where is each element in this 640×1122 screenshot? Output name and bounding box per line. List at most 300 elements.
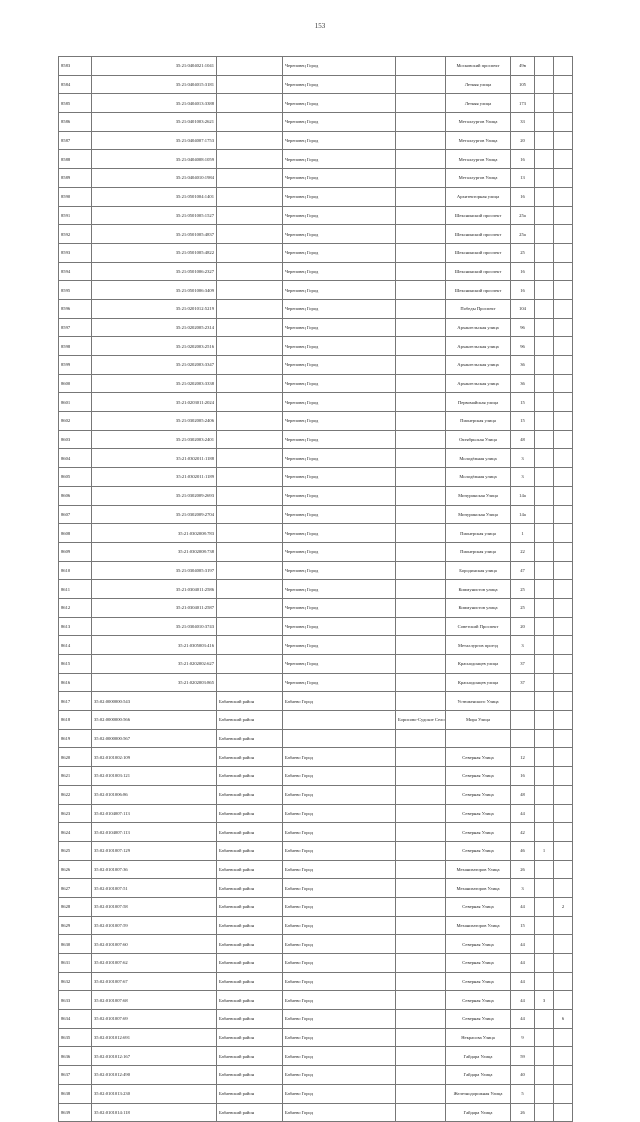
cadastral-number-cell: 35:21:0404008:1059 xyxy=(92,150,217,169)
table-row xyxy=(59,1010,573,1029)
municipality-cell xyxy=(217,468,283,487)
house-number-cell: 44 xyxy=(511,954,535,973)
street-cell: Пионерская улица xyxy=(446,524,511,543)
apartment-cell xyxy=(554,505,573,524)
row-number-cell: 8631 xyxy=(59,954,92,973)
municipality-cell: Бабаевский район xyxy=(217,1028,283,1047)
building-cell xyxy=(535,823,554,842)
locality-cell xyxy=(396,169,446,188)
table-row xyxy=(59,785,573,804)
municipality-cell xyxy=(217,449,283,468)
locality-cell xyxy=(396,617,446,636)
street-cell: Северная Улица xyxy=(446,748,511,767)
house-number-cell: 44 xyxy=(511,972,535,991)
house-number-cell: 20 xyxy=(511,131,535,150)
municipality-cell xyxy=(217,673,283,692)
table-row xyxy=(59,524,573,543)
building-cell xyxy=(535,617,554,636)
row-number-cell: 8636 xyxy=(59,1047,92,1066)
cadastral-number-cell: 35:21:0302008:738 xyxy=(92,542,217,561)
house-number-cell: 37 xyxy=(511,673,535,692)
municipality-cell: Бабаевский район xyxy=(217,1103,283,1122)
municipality-cell: Бабаевский район xyxy=(217,860,283,879)
table-row xyxy=(59,374,573,393)
cadastral-number-cell: 35:21:0203011:2024 xyxy=(92,393,217,412)
apartment-cell xyxy=(554,299,573,318)
locality-cell xyxy=(396,598,446,617)
apartment-cell xyxy=(554,542,573,561)
locality-cell xyxy=(396,879,446,898)
table-row xyxy=(59,225,573,244)
settlement-cell: Бабаево Город xyxy=(283,1066,396,1085)
cadastral-number-cell: 35:21:0404010:1984 xyxy=(92,169,217,188)
cadastral-number-cell: 35:02:0101002:109 xyxy=(92,748,217,767)
settlement-cell: Череповец Город xyxy=(283,337,396,356)
house-number-cell: 14а xyxy=(511,486,535,505)
municipality-cell: Бабаевский район xyxy=(217,935,283,954)
settlement-cell: Череповец Город xyxy=(283,486,396,505)
house-number-cell: 12 xyxy=(511,748,535,767)
municipality-cell: Бабаевский район xyxy=(217,823,283,842)
apartment-cell xyxy=(554,150,573,169)
settlement-cell: Бабаево Город xyxy=(283,897,396,916)
municipality-cell xyxy=(217,187,283,206)
building-cell xyxy=(535,57,554,76)
house-number-cell: 15 xyxy=(511,393,535,412)
building-cell xyxy=(535,673,554,692)
house-number-cell: 25 xyxy=(511,598,535,617)
apartment-cell xyxy=(554,860,573,879)
street-cell: Пионерская улица xyxy=(446,542,511,561)
table-row xyxy=(59,1066,573,1085)
row-number-cell: 8627 xyxy=(59,879,92,898)
locality-cell xyxy=(396,636,446,655)
street-cell: Шекснинский проспект xyxy=(446,262,511,281)
settlement-cell: Череповец Город xyxy=(283,673,396,692)
house-number-cell: 3 xyxy=(511,879,535,898)
building-cell xyxy=(535,113,554,132)
building-cell xyxy=(535,75,554,94)
row-number-cell: 8619 xyxy=(59,729,92,748)
apartment-cell xyxy=(554,636,573,655)
row-number-cell: 8608 xyxy=(59,524,92,543)
table-row xyxy=(59,879,573,898)
building-cell xyxy=(535,935,554,954)
building-cell xyxy=(535,412,554,431)
apartment-cell xyxy=(554,729,573,748)
cadastral-number-cell: 35:02:0101007:69 xyxy=(92,1010,217,1029)
table-row xyxy=(59,1028,573,1047)
table-row xyxy=(59,767,573,786)
street-cell: Северная Улица xyxy=(446,1010,511,1029)
street-cell: Металлургов Улица xyxy=(446,169,511,188)
municipality-cell xyxy=(217,374,283,393)
municipality-cell xyxy=(217,561,283,580)
table-row xyxy=(59,580,573,599)
municipality-cell xyxy=(217,150,283,169)
settlement-cell: Бабаево Город xyxy=(283,879,396,898)
row-number-cell: 8625 xyxy=(59,841,92,860)
apartment-cell xyxy=(554,356,573,375)
row-number-cell: 8593 xyxy=(59,243,92,262)
apartment-cell: 6 xyxy=(554,1010,573,1029)
apartment-cell xyxy=(554,655,573,674)
row-number-cell: 8596 xyxy=(59,299,92,318)
table-row xyxy=(59,916,573,935)
municipality-cell xyxy=(217,412,283,431)
cadastral-number-cell: 35:21:0202003:3338 xyxy=(92,374,217,393)
building-cell xyxy=(535,131,554,150)
settlement-cell xyxy=(283,711,396,730)
municipality-cell xyxy=(217,299,283,318)
street-cell: Архангельская улица xyxy=(446,374,511,393)
building-cell xyxy=(535,954,554,973)
street-cell: Северная Улица xyxy=(446,954,511,973)
row-number-cell: 8587 xyxy=(59,131,92,150)
house-number-cell: 44 xyxy=(511,804,535,823)
building-cell xyxy=(535,169,554,188)
apartment-cell xyxy=(554,935,573,954)
building-cell xyxy=(535,430,554,449)
cadastral-number-cell: 35:21:0302011:1189 xyxy=(92,468,217,487)
cadastral-number-cell: 35:21:0404013:3388 xyxy=(92,94,217,113)
settlement-cell: Череповец Город xyxy=(283,262,396,281)
building-cell xyxy=(535,318,554,337)
locality-cell xyxy=(396,748,446,767)
apartment-cell xyxy=(554,916,573,935)
cadastral-number-cell: 35:02:0101007:67 xyxy=(92,972,217,991)
house-number-cell: 48 xyxy=(511,430,535,449)
municipality-cell: Бабаевский район xyxy=(217,804,283,823)
locality-cell xyxy=(396,729,446,748)
street-cell: Архангельская улица xyxy=(446,337,511,356)
building-cell xyxy=(535,542,554,561)
settlement-cell: Череповец Город xyxy=(283,412,396,431)
house-number-cell: 96 xyxy=(511,337,535,356)
apartment-cell xyxy=(554,673,573,692)
apartment-cell xyxy=(554,94,573,113)
row-number-cell: 8594 xyxy=(59,262,92,281)
municipality-cell xyxy=(217,524,283,543)
cadastral-number-cell: 35:02:0000000:566 xyxy=(92,711,217,730)
cadastral-number-cell: 35:02:0104007:113 xyxy=(92,823,217,842)
house-number-cell: 14а xyxy=(511,505,535,524)
building-cell xyxy=(535,262,554,281)
street-cell: Летняя улица xyxy=(446,94,511,113)
settlement-cell: Череповец Город xyxy=(283,561,396,580)
locality-cell xyxy=(396,393,446,412)
settlement-cell: Череповец Город xyxy=(283,580,396,599)
cadastral-number-cell: 35:02:0101007:60 xyxy=(92,935,217,954)
apartment-cell xyxy=(554,75,573,94)
street-cell: Механизаторов Улица xyxy=(446,916,511,935)
house-number-cell: 1 xyxy=(511,524,535,543)
street-cell: Северная Улица xyxy=(446,823,511,842)
cadastral-number-cell: 35:21:0202003:865 xyxy=(92,673,217,692)
settlement-cell: Череповец Город xyxy=(283,617,396,636)
row-number-cell: 8591 xyxy=(59,206,92,225)
apartment-cell xyxy=(554,711,573,730)
table-row xyxy=(59,729,573,748)
row-number-cell: 8621 xyxy=(59,767,92,786)
apartment-cell xyxy=(554,1028,573,1047)
settlement-cell: Череповец Город xyxy=(283,524,396,543)
building-cell xyxy=(535,598,554,617)
municipality-cell xyxy=(217,169,283,188)
street-cell: Молодёжная улица xyxy=(446,449,511,468)
row-number-cell: 8607 xyxy=(59,505,92,524)
building-cell xyxy=(535,94,554,113)
cadastral-number-cell: 35:21:0404021:1041 xyxy=(92,57,217,76)
building-cell xyxy=(535,524,554,543)
locality-cell xyxy=(396,916,446,935)
municipality-cell xyxy=(217,580,283,599)
settlement-cell: Бабаево Город xyxy=(283,860,396,879)
municipality-cell xyxy=(217,318,283,337)
street-cell: Октябрьская Улица xyxy=(446,430,511,449)
row-number-cell: 8586 xyxy=(59,113,92,132)
street-cell: Северная Улица xyxy=(446,972,511,991)
apartment-cell xyxy=(554,262,573,281)
municipality-cell xyxy=(217,262,283,281)
municipality-cell: Бабаевский район xyxy=(217,729,283,748)
settlement-cell: Череповец Город xyxy=(283,393,396,412)
table-row xyxy=(59,412,573,431)
cadastral-number-cell: 35:02:0101007:59 xyxy=(92,916,217,935)
building-cell xyxy=(535,860,554,879)
municipality-cell: Бабаевский район xyxy=(217,972,283,991)
street-cell: Архангельская улица xyxy=(446,318,511,337)
settlement-cell: Череповец Город xyxy=(283,318,396,337)
municipality-cell xyxy=(217,617,283,636)
building-cell xyxy=(535,150,554,169)
table-row xyxy=(59,972,573,991)
building-cell xyxy=(535,972,554,991)
municipality-cell xyxy=(217,225,283,244)
house-number-cell: 46 xyxy=(511,841,535,860)
locality-cell xyxy=(396,468,446,487)
locality-cell xyxy=(396,897,446,916)
municipality-cell xyxy=(217,505,283,524)
cadastral-number-cell: 35:21:0304011:2586 xyxy=(92,580,217,599)
row-number-cell: 8609 xyxy=(59,542,92,561)
row-number-cell: 8601 xyxy=(59,393,92,412)
building-cell xyxy=(535,729,554,748)
street-cell: Гайдара Улица xyxy=(446,1103,511,1122)
settlement-cell: Череповец Город xyxy=(283,113,396,132)
locality-cell xyxy=(396,449,446,468)
municipality-cell xyxy=(217,542,283,561)
settlement-cell: Череповец Город xyxy=(283,94,396,113)
municipality-cell xyxy=(217,636,283,655)
table-row xyxy=(59,206,573,225)
cadastral-number-cell: 35:02:0101007:62 xyxy=(92,954,217,973)
municipality-cell xyxy=(217,337,283,356)
apartment-cell xyxy=(554,374,573,393)
house-number-cell: 25 xyxy=(511,243,535,262)
settlement-cell: Бабаево Город xyxy=(283,972,396,991)
table-row xyxy=(59,655,573,674)
building-cell xyxy=(535,1103,554,1122)
apartment-cell xyxy=(554,524,573,543)
settlement-cell: Череповец Город xyxy=(283,655,396,674)
apartment-cell xyxy=(554,1084,573,1103)
row-number-cell: 8610 xyxy=(59,561,92,580)
table-row xyxy=(59,243,573,262)
building-cell xyxy=(535,1084,554,1103)
municipality-cell xyxy=(217,75,283,94)
building-cell xyxy=(535,692,554,711)
locality-cell xyxy=(396,356,446,375)
row-number-cell: 8629 xyxy=(59,916,92,935)
cadastral-number-cell: 35:21:0304011:2587 xyxy=(92,598,217,617)
settlement-cell: Бабаево Город xyxy=(283,991,396,1010)
building-cell xyxy=(535,486,554,505)
table-row xyxy=(59,1103,573,1122)
row-number-cell: 8589 xyxy=(59,169,92,188)
house-number-cell: 44 xyxy=(511,935,535,954)
house-number-cell: 3 xyxy=(511,636,535,655)
cadastral-number-cell: 35:02:0101013:230 xyxy=(92,1084,217,1103)
row-number-cell: 8615 xyxy=(59,655,92,674)
cadastral-number-cell: 35:21:0501004:1401 xyxy=(92,187,217,206)
row-number-cell: 8617 xyxy=(59,692,92,711)
settlement-cell: Череповец Город xyxy=(283,356,396,375)
settlement-cell: Череповец Город xyxy=(283,243,396,262)
locality-cell xyxy=(396,1066,446,1085)
municipality-cell xyxy=(217,430,283,449)
table-row xyxy=(59,299,573,318)
apartment-cell xyxy=(554,57,573,76)
cadastral-number-cell: 35:21:0304005:3197 xyxy=(92,561,217,580)
apartment-cell xyxy=(554,804,573,823)
row-number-cell: 8605 xyxy=(59,468,92,487)
cadastral-number-cell: 35:21:0501006:2327 xyxy=(92,262,217,281)
municipality-cell: Бабаевский район xyxy=(217,954,283,973)
building-cell xyxy=(535,449,554,468)
row-number-cell: 8595 xyxy=(59,281,92,300)
row-number-cell: 8612 xyxy=(59,598,92,617)
settlement-cell: Череповец Город xyxy=(283,281,396,300)
settlement-cell: Бабаево Город xyxy=(283,954,396,973)
row-number-cell: 8618 xyxy=(59,711,92,730)
row-number-cell: 8628 xyxy=(59,897,92,916)
house-number-cell: 49в xyxy=(511,57,535,76)
locality-cell xyxy=(396,412,446,431)
cadastral-number-cell: 35:21:0302005:2406 xyxy=(92,412,217,431)
locality-cell xyxy=(396,804,446,823)
table-row xyxy=(59,337,573,356)
row-number-cell: 8583 xyxy=(59,57,92,76)
house-number-cell: 20 xyxy=(511,617,535,636)
locality-cell xyxy=(396,374,446,393)
locality-cell xyxy=(396,262,446,281)
cadastral-number-cell: 35:21:0202003:2516 xyxy=(92,337,217,356)
table-row xyxy=(59,991,573,1010)
settlement-cell: Бабаево Город xyxy=(283,1010,396,1029)
table-row xyxy=(59,94,573,113)
locality-cell xyxy=(396,505,446,524)
municipality-cell: Бабаевский район xyxy=(217,785,283,804)
settlement-cell: Бабаево Город xyxy=(283,1028,396,1047)
building-cell: 1 xyxy=(535,841,554,860)
table-row xyxy=(59,430,573,449)
table-row xyxy=(59,804,573,823)
locality-cell xyxy=(396,1047,446,1066)
row-number-cell: 8623 xyxy=(59,804,92,823)
table-row xyxy=(59,897,573,916)
settlement-cell: Череповец Город xyxy=(283,206,396,225)
apartment-cell xyxy=(554,1047,573,1066)
locality-cell xyxy=(396,281,446,300)
house-number-cell: 22 xyxy=(511,542,535,561)
settlement-cell: Бабаево Город xyxy=(283,1084,396,1103)
street-cell: Архитекторная улица xyxy=(446,187,511,206)
apartment-cell xyxy=(554,206,573,225)
row-number-cell: 8638 xyxy=(59,1084,92,1103)
apartment-cell xyxy=(554,131,573,150)
apartment-cell xyxy=(554,337,573,356)
house-number-cell: 16 xyxy=(511,262,535,281)
street-cell: Северная Улица xyxy=(446,804,511,823)
table-row xyxy=(59,393,573,412)
house-number-cell: 16 xyxy=(511,150,535,169)
street-cell: Советский Проспект xyxy=(446,617,511,636)
apartment-cell xyxy=(554,561,573,580)
apartment-cell xyxy=(554,225,573,244)
row-number-cell: 8614 xyxy=(59,636,92,655)
row-number-cell: 8635 xyxy=(59,1028,92,1047)
cadastral-number-cell: 35:21:0302008:783 xyxy=(92,524,217,543)
house-number-cell: 13 xyxy=(511,169,535,188)
building-cell xyxy=(535,243,554,262)
table-row xyxy=(59,187,573,206)
municipality-cell xyxy=(217,486,283,505)
street-cell: Северная Улица xyxy=(446,935,511,954)
cadastral-number-cell: 35:02:0101007:58 xyxy=(92,897,217,916)
locality-cell xyxy=(396,1010,446,1029)
row-number-cell: 8637 xyxy=(59,1066,92,1085)
street-cell: Шекснинский проспект xyxy=(446,225,511,244)
settlement-cell: Череповец Город xyxy=(283,636,396,655)
table-row xyxy=(59,860,573,879)
building-cell xyxy=(535,561,554,580)
row-number-cell: 8606 xyxy=(59,486,92,505)
street-cell: Мичуринская Улица xyxy=(446,505,511,524)
table-row xyxy=(59,954,573,973)
locality-cell xyxy=(396,673,446,692)
row-number-cell: 8613 xyxy=(59,617,92,636)
apartment-cell xyxy=(554,879,573,898)
house-number-cell: 42 xyxy=(511,823,535,842)
apartment-cell xyxy=(554,113,573,132)
locality-cell xyxy=(396,841,446,860)
municipality-cell: Бабаевский район xyxy=(217,897,283,916)
house-number-cell: 3 xyxy=(511,468,535,487)
locality-cell xyxy=(396,150,446,169)
cadastral-number-cell: 35:21:0501005:4837 xyxy=(92,225,217,244)
cadastral-number-cell: 35:02:0101006:86 xyxy=(92,785,217,804)
building-cell xyxy=(535,187,554,206)
settlement-cell: Бабаево Город xyxy=(283,692,396,711)
street-cell: Механизаторов Улица xyxy=(446,879,511,898)
locality-cell xyxy=(396,243,446,262)
building-cell xyxy=(535,505,554,524)
street-cell: Северная Улица xyxy=(446,991,511,1010)
locality-cell xyxy=(396,430,446,449)
street-cell: Краснодонцев улица xyxy=(446,673,511,692)
locality-cell xyxy=(396,337,446,356)
